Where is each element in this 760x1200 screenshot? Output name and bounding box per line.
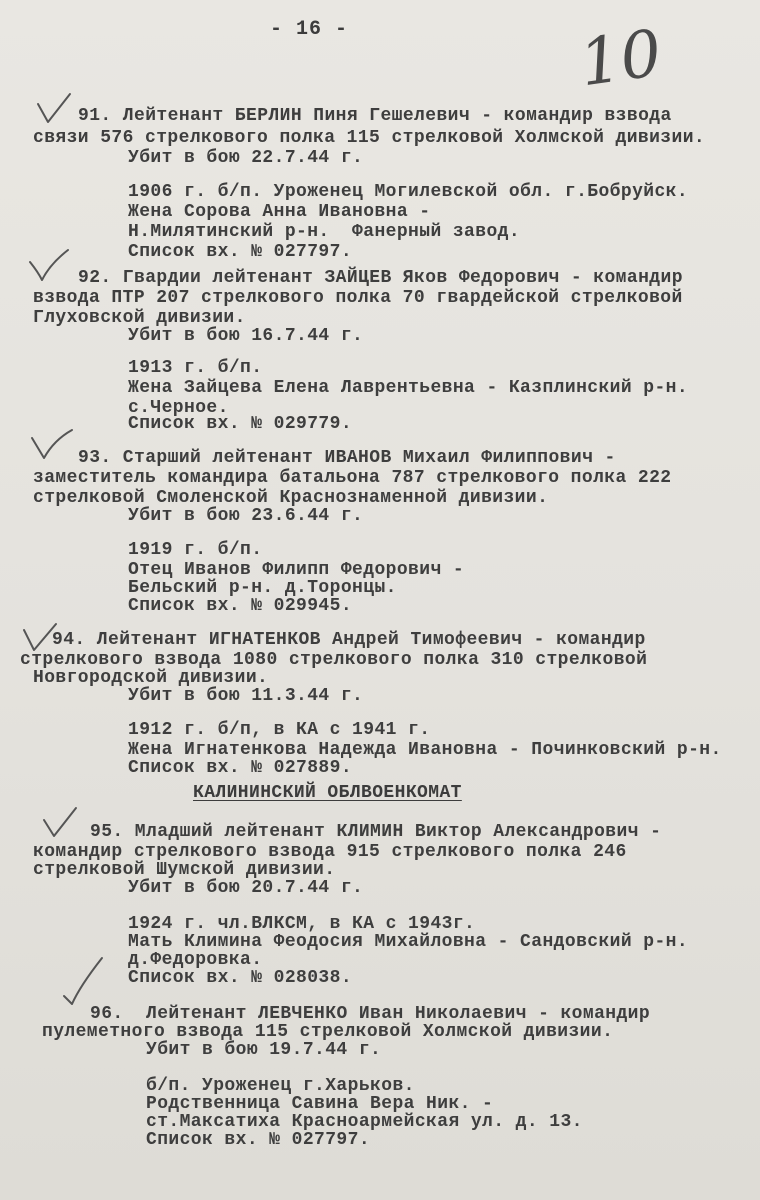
entry-94-death-line: Убит в бою 11.3.44 г. (128, 686, 364, 706)
entry-94-line-2: стрелкового взвода 1080 стрелкового полка 310 стрелковой (20, 650, 648, 670)
entry-94-list-number: Список вх. № 027889. (128, 758, 353, 778)
entry-91-line-2: связи 576 стрелкового полка 115 стрелковой Холмской дивизии. (33, 128, 706, 148)
entry-94-details-line-1: 1912 г. б/п, в КА с 1941 г. (128, 720, 431, 740)
entry-92-line-1: 92. Гвардии лейтенант ЗАЙЦЕВ Яков Федорович - командир (78, 268, 683, 288)
entry-96-details-line-1: б/п. Уроженец г.Харьков. (146, 1076, 415, 1096)
entry-92-death-line: Убит в бою 16.7.44 г. (128, 326, 364, 346)
entry-96-details-line-2: Родственница Савина Вера Ник. - (146, 1094, 494, 1114)
page-number: - 16 - (270, 18, 349, 41)
entry-95-details-line-3: д.Федоровка. (128, 950, 263, 970)
entry-94-details-line-2: Жена Игнатенкова Надежда Ивановна - Починковский р-н. (128, 740, 722, 760)
entry-96-line-2: пулеметного взвода 115 стрелковой Холмской дивизии. (42, 1022, 614, 1042)
entry-96-details-line-3: ст.Максатиха Красноармейская ул. д. 13. (146, 1112, 583, 1132)
entry-96-line-1: 96. Лейтенант ЛЕВЧЕНКО Иван Николаевич - командир (90, 1004, 651, 1024)
entry-95-line-1: 95. Младший лейтенант КЛИМИН Виктор Александрович - (90, 822, 662, 842)
check-mark-icon (36, 92, 76, 132)
check-mark-icon (28, 250, 72, 286)
entry-95-line-2: командир стрелкового взвода 915 стрелкового полка 246 (33, 842, 627, 862)
entry-92-list-number: Список вх. № 029779. (128, 414, 353, 434)
entry-92-details-line-1: 1913 г. б/п. (128, 358, 263, 378)
section-heading: КАЛИНИНСКИЙ ОБЛВОЕНКОМАТ (193, 783, 462, 803)
entry-91-details-line-1: 1906 г. б/п. Уроженец Могилевской обл. г.Бобруйск. (128, 182, 689, 202)
entry-92-details-line-3: с.Черное. (128, 398, 229, 418)
entry-93-line-3: стрелковой Смоленской Краснознаменной дивизии. (33, 488, 549, 508)
entry-94-line-3: Новгородской дивизии. (33, 668, 269, 688)
check-mark-icon (30, 428, 76, 464)
entry-91-details-line-2: Жена Сорова Анна Ивановна - (128, 202, 431, 222)
entry-95-list-number: Список вх. № 028038. (128, 968, 353, 988)
entry-92-details-line-2: Жена Зайцева Елена Лаврентьевна - Казплинский р-н. (128, 378, 689, 398)
entry-93-details-line-3: Бельский р-н. д.Торонцы. (128, 578, 397, 598)
entry-95-line-3: стрелковой Шумской дивизии. (33, 860, 336, 880)
entry-96-death-line: Убит в бою 19.7.44 г. (146, 1040, 382, 1060)
entry-93-details-line-1: 1919 г. б/п. (128, 540, 263, 560)
entry-91-line-1: 91. Лейтенант БЕРЛИН Пиня Гешелевич - командир взвода (78, 106, 672, 126)
handwritten-number: 10 (575, 16, 667, 102)
entry-91-details-line-3: Н.Милятинский р-н. Фанерный завод. (128, 222, 521, 242)
entry-93-death-line: Убит в бою 23.6.44 г. (128, 506, 364, 526)
entry-92-line-3: Глуховской дивизии. (33, 308, 246, 328)
entry-95-details-line-2: Мать Климина Феодосия Михайловна - Сандовский р-н. (128, 932, 689, 952)
entry-93-line-2: заместитель командира батальона 787 стрелкового полка 222 (33, 468, 672, 488)
entry-96-list-number: Список вх. № 027797. (146, 1130, 371, 1150)
entry-91-death-line: Убит в бою 22.7.44 г. (128, 148, 364, 168)
entry-91-list-number: Список вх. № 027797. (128, 242, 353, 262)
check-mark-icon (62, 956, 108, 1008)
entry-94-line-1: 94. Лейтенант ИГНАТЕНКОВ Андрей Тимофеевич - командир (52, 630, 646, 650)
entry-95-details-line-1: 1924 г. чл.ВЛКСМ, в КА с 1943г. (128, 914, 476, 934)
entry-93-details-line-2: Отец Иванов Филипп Федорович - (128, 560, 465, 580)
check-mark-icon (42, 806, 82, 842)
entry-93-list-number: Список вх. № 029945. (128, 596, 353, 616)
entry-92-line-2: взвода ПТР 207 стрелкового полка 70 гвардейской стрелковой (33, 288, 683, 308)
entry-95-death-line: Убит в бою 20.7.44 г. (128, 878, 364, 898)
entry-93-line-1: 93. Старший лейтенант ИВАНОВ Михаил Филиппович - (78, 448, 616, 468)
